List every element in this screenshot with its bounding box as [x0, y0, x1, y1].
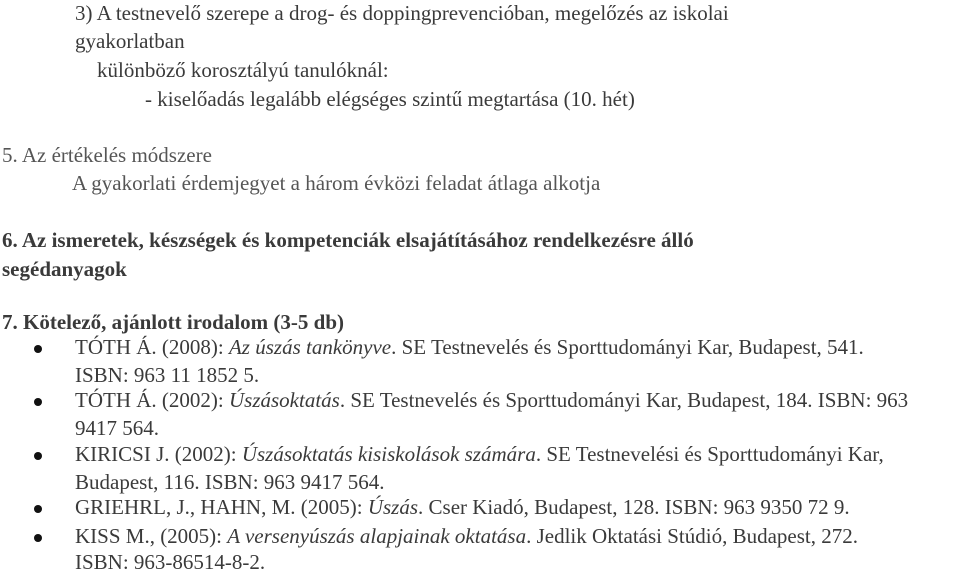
bullet-icon — [34, 452, 42, 460]
section7-heading: 7. Kötelező, ajánlott irodalom (3-5 db) — [2, 310, 344, 334]
reference-3-line1: KIRICSI J. (2002): Úszásoktatás kisiskolások számára. SE Testnevelési és Sporttudományi Kar, — [75, 442, 884, 466]
reference-3-line2: Budapest, 116. ISBN: 963 9417 564. — [75, 470, 385, 494]
reference-1-line1: TÓTH Á. (2008): Az úszás tankönyve. SE Testnevelés és Sporttudományi Kar, Budapest, 541. — [75, 335, 864, 359]
section6-heading-line1: 6. Az ismeretek, készségek és kompetenciák elsajátításához rendelkezésre álló — [2, 228, 694, 252]
section3-line3: különböző korosztályú tanulóknál: — [97, 58, 389, 82]
section6-heading-line2: segédanyagok — [2, 257, 127, 281]
reference-5-line1: KISS M., (2005): A versenyúszás alapjainak oktatása. Jedlik Oktatási Stúdió, Budapest, 272. — [75, 524, 859, 548]
section3-line4: - kiselőadás legalább elégséges szintű megtartása (10. hét) — [145, 87, 635, 111]
reference-2-line2: 9417 564. — [75, 416, 159, 440]
bullet-icon — [34, 398, 42, 406]
reference-4-line1: GRIEHRL, J., HAHN, M. (2005): Úszás. Cser Kiadó, Budapest, 128. ISBN: 963 9350 72 9. — [75, 495, 850, 519]
section3-line1: 3) A testnevelő szerepe a drog- és doppingprevencióban, megelőzés az iskolai — [75, 1, 729, 25]
bullet-icon — [34, 345, 42, 353]
section5-text: A gyakorlati érdemjegyet a három évközi feladat átlaga alkotja — [72, 171, 601, 195]
section3-line2: gyakorlatban — [75, 29, 185, 53]
bullet-icon — [34, 534, 42, 542]
reference-2-line1: TÓTH Á. (2002): Úszásoktatás. SE Testnevelés és Sporttudományi Kar, Budapest, 184. ISBN: 963 — [75, 388, 909, 412]
section5-heading: 5. Az értékelés módszere — [2, 143, 212, 167]
reference-5-line2: ISBN: 963-86514-8-2. — [75, 550, 266, 574]
reference-1-line2: ISBN: 963 11 1852 5. — [75, 363, 260, 387]
bullet-icon — [34, 505, 42, 513]
